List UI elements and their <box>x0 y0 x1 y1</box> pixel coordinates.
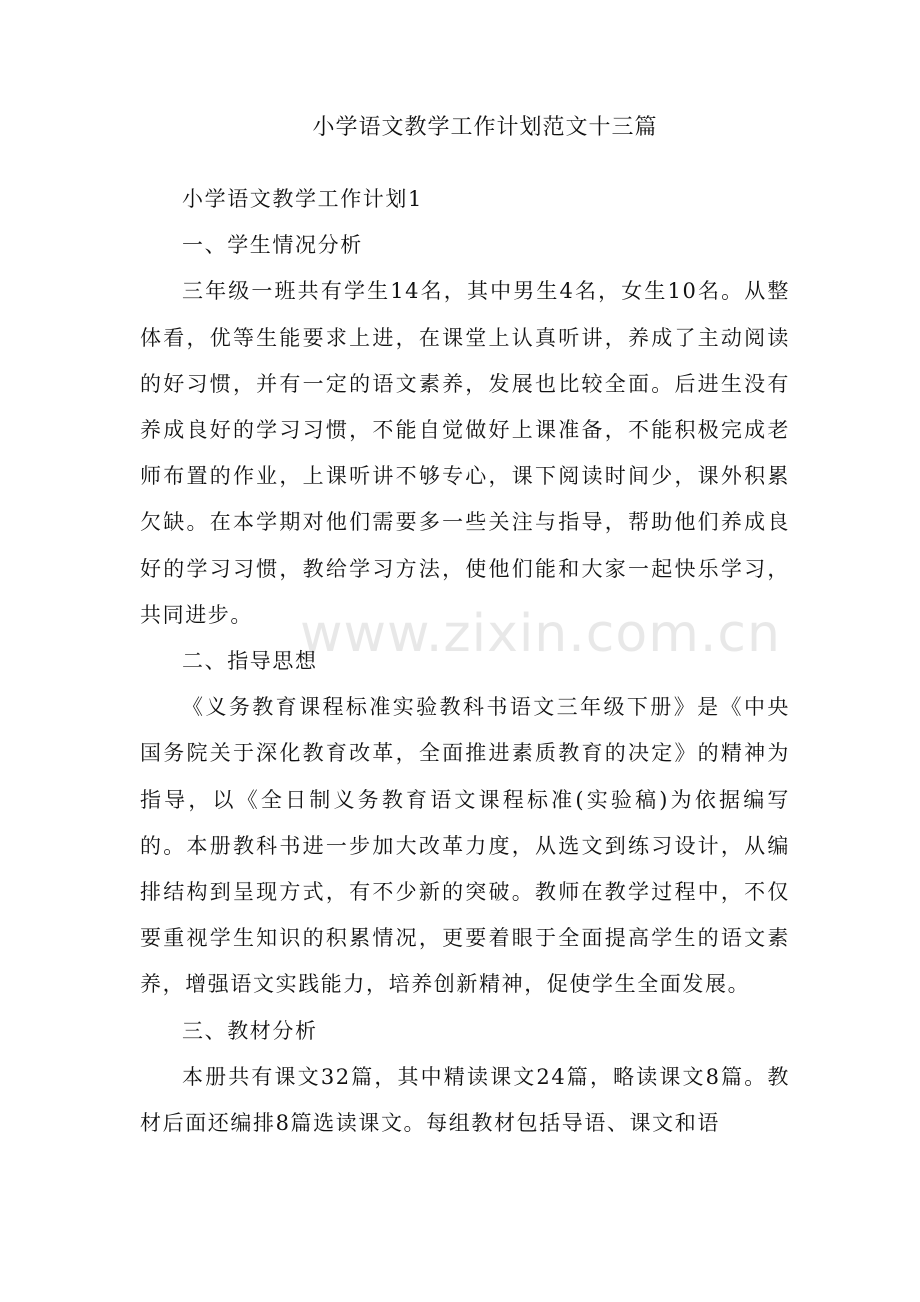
watermark-text: www.zixin.com.cn <box>300 604 781 664</box>
paragraph-student-analysis: 三年级一班共有学生14名，其中男生4名，女生10名。从整体看，优等生能要求上进，在课堂上认真听讲，养成了主动阅读的好习惯，并有一定的语文素养，发展也比较全面。后进生没有养成良好的学习习惯，不能自觉做好上课准备，不能积极完成老师布置的作业，上课听讲不够专心，课下阅读时间少，课外积累欠缺。在本学期对他们需要多一些关注与指导，帮助他们养成良好的学习习惯，教给学习方法，使他们能和大家一起快乐学习，共同进步。 <box>140 279 790 627</box>
paragraph-guiding-ideology: 《义务教育课程标准实验教科书语文三年级下册》是《中央国务院关于深化教育改革，全面推进素质教育的决定》的精神为指导，以《全日制义务教育语文课程标准(实验稿)为依据编写的。本册教科书进一步加大改革力度，从选文到练习设计，从编排结构到呈现方式，有不少新的突破。教师在教学过程中，不仅要重视学生知识的积累情况，更要着眼于全面提高学生的语文素养，增强语文实践能力，培养创新精神，促使学生全面发展。 <box>140 695 790 997</box>
document-body <box>140 176 790 1146</box>
section-heading-plan-1: 小学语文教学工作计划1 <box>182 187 423 211</box>
section-heading-student-analysis: 一、学生情况分析 <box>182 233 363 258</box>
document-title: 小学语文教学工作计划范文十三篇 <box>312 115 658 140</box>
paragraph-textbook-analysis: 本册共有课文32篇，其中精读课文24篇，略读课文8篇。教材后面还编排8篇选读课文。每组教材包括导语、课文和语 <box>140 1064 790 1136</box>
section-heading-textbook-analysis: 三、教材分析 <box>182 1018 318 1043</box>
section-heading-guiding-ideology: 二、指导思想 <box>182 649 318 674</box>
